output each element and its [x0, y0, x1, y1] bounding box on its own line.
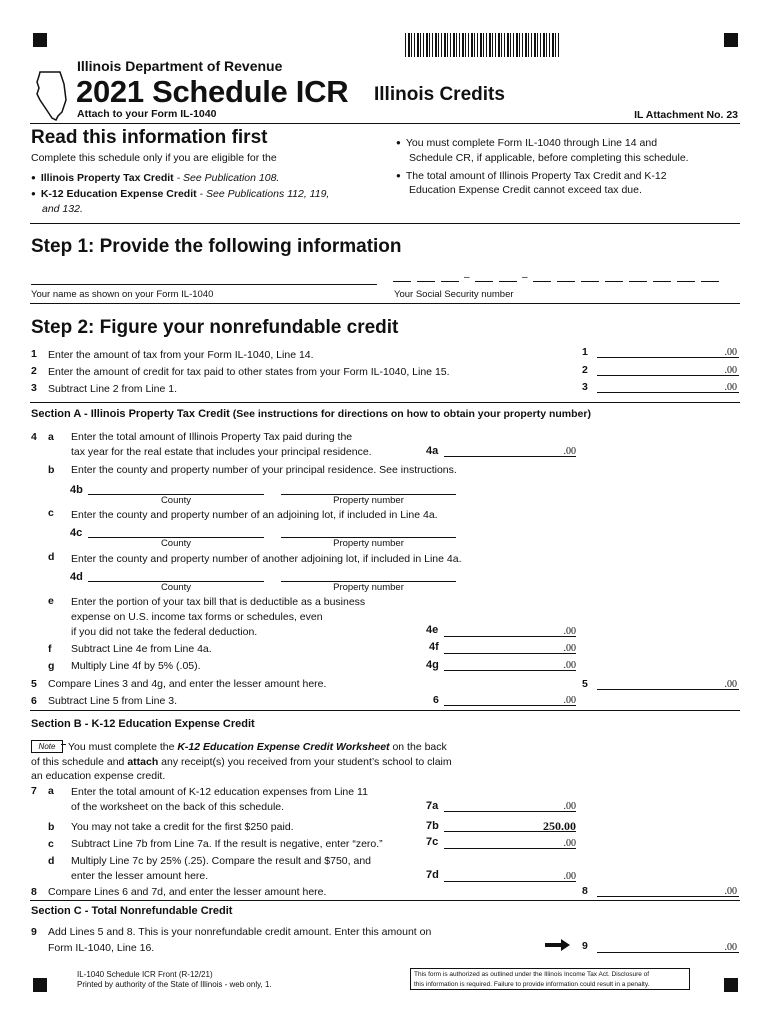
line-7c-text: Subtract Line 7b from Line 7a. If the result is negative, enter “zero.” — [71, 838, 383, 850]
line-9-amount: .00 — [724, 942, 737, 953]
registration-mark — [33, 33, 47, 47]
line-tag: 4d — [70, 571, 83, 583]
line-8-amount-field[interactable] — [597, 896, 739, 897]
line-letter: b — [48, 821, 55, 833]
section-b-note-line-3: an education expense credit. — [31, 770, 166, 782]
intro-heading: Read this information first — [31, 127, 268, 148]
line-7c-amount: .00 — [563, 838, 576, 849]
county-label: County — [160, 538, 192, 549]
line-tag: 4e — [426, 624, 439, 636]
line-number: 4 — [31, 431, 37, 443]
line-number: 8 — [582, 885, 588, 897]
line-tag: 7a — [426, 800, 439, 812]
line-number: 1 — [582, 346, 588, 358]
line-5-amount-field[interactable] — [597, 689, 739, 690]
property-number-label: Property number — [333, 582, 404, 593]
line-9-amount-field[interactable] — [597, 952, 739, 953]
line-number: 7 — [31, 785, 37, 797]
line-4e-text: Enter the portion of your tax bill that is deductible as a business — [71, 596, 366, 608]
line-2-text: Enter the amount of credit for tax paid to other states from your Form IL-1040, Line 15. — [48, 366, 450, 378]
line-9-text-cont: Form IL-1040, Line 16. — [48, 942, 155, 954]
intro-right-bullet-1: ● You must complete Form IL-1040 through Line 14 and — [396, 137, 657, 149]
name-field-label: Your name as shown on your Form IL-1040 — [31, 289, 214, 300]
attach-note: Attach to your Form IL-1040 — [77, 108, 217, 120]
line-number: 2 — [31, 365, 37, 377]
line-7d-text-cont: enter the lesser amount here. — [71, 870, 209, 882]
intro-right-bullet-1-cont: Schedule CR, if applicable, before completing this schedule. — [409, 152, 689, 164]
line-letter: d — [48, 855, 55, 867]
line-tag: 7d — [426, 869, 439, 881]
line-4a-text: Enter the total amount of Illinois Property Tax paid during the — [71, 431, 353, 443]
line-tag: 7c — [426, 836, 439, 848]
intro-bullet-k12-cont: and 132. — [42, 203, 83, 215]
line-number: 3 — [31, 382, 37, 394]
line-letter: a — [48, 431, 54, 443]
line-1-text: Enter the amount of tax from your Form IL-1040, Line 14. — [48, 349, 314, 361]
line-2-amount: .00 — [724, 365, 737, 376]
line-3-amount: .00 — [724, 382, 737, 393]
line-number: 6 — [433, 694, 439, 706]
line-4g-amount: .00 — [563, 660, 576, 671]
line-6-amount: .00 — [563, 695, 576, 706]
line-letter: a — [48, 785, 54, 797]
arrow-right-icon — [545, 938, 571, 952]
line-1-amount-field[interactable] — [597, 357, 739, 358]
section-b-note-line-2: of this schedule and attach any receipt(s) you received from your student’s school to claim — [31, 756, 452, 768]
divider — [30, 223, 740, 224]
line-8-amount: .00 — [724, 886, 737, 897]
registration-mark — [724, 978, 738, 992]
line-tag: 4a — [426, 445, 439, 457]
line-number: 6 — [31, 695, 37, 707]
intro-right-bullet-2: ● The total amount of Illinois Property Tax Credit and K-12 — [396, 170, 667, 182]
line-2-amount-field[interactable] — [597, 375, 739, 376]
county-label: County — [160, 582, 192, 593]
footer-printed-by: Printed by authority of the State of Illinois - web only, 1. — [77, 980, 272, 989]
line-7a-text-cont: of the worksheet on the back of this schedule. — [71, 801, 285, 813]
divider — [30, 123, 740, 124]
barcode — [405, 33, 561, 57]
intro-right-bullet-2-cont: Education Expense Credit cannot exceed tax due. — [409, 184, 642, 196]
line-7b-amount: 250.00 — [543, 819, 576, 833]
line-tag: 4c — [70, 527, 83, 539]
section-b-note-line-1: You must complete the K-12 Education Expense Credit Worksheet on the back — [68, 741, 447, 753]
line-number: 9 — [31, 926, 37, 938]
line-letter: b — [48, 464, 55, 476]
attachment-number: IL Attachment No. 23 — [634, 109, 738, 121]
line-letter: d — [48, 551, 55, 563]
county-label: County — [160, 495, 192, 506]
form-title: 2021 Schedule ICR — [76, 74, 349, 109]
step1-heading: Step 1: Provide the following information — [31, 236, 402, 257]
line-4a-amount: .00 — [563, 446, 576, 457]
line-4e-text-cont: if you did not take the federal deduction. — [71, 626, 258, 638]
registration-mark — [33, 978, 47, 992]
line-tag: 4b — [70, 484, 83, 496]
line-number: 2 — [582, 364, 588, 376]
line-4e-text-cont: expense on U.S. income tax forms or schedules, even — [71, 611, 323, 623]
line-7d-amount: .00 — [563, 871, 576, 882]
line-7a-text: Enter the total amount of K-12 education expenses from Line 11 — [71, 786, 368, 798]
illinois-state-outline-icon — [34, 70, 70, 122]
name-field[interactable] — [31, 284, 377, 285]
note-icon: Note — [31, 740, 63, 753]
line-tag: 7b — [426, 820, 439, 832]
line-4f-amount: .00 — [563, 643, 576, 654]
section-c-heading: Section C - Total Nonrefundable Credit — [31, 905, 233, 917]
line-letter: c — [48, 838, 54, 850]
line-1-amount: .00 — [724, 347, 737, 358]
intro-bullet-property: ● Illinois Property Tax Credit - See Publication 108. — [31, 172, 279, 184]
property-number-label: Property number — [333, 538, 404, 549]
line-7a-amount: .00 — [563, 801, 576, 812]
line-4b-text: Enter the county and property number of your principal residence. See instructions. — [71, 464, 457, 476]
footer-form-id: IL-1040 Schedule ICR Front (R-12/21) — [77, 970, 213, 979]
line-7d-text: Multiply Line 7c by 25% (.25). Compare the result and $750, and — [71, 855, 372, 867]
department-name: Illinois Department of Revenue — [77, 58, 283, 74]
divider — [30, 402, 740, 403]
section-a-heading: Section A - Illinois Property Tax Credit (See instructions for directions on how to obtain your property number) — [31, 408, 591, 420]
line-tag: 4g — [426, 659, 439, 671]
divider — [30, 900, 740, 901]
intro-bullet-k12: ● K-12 Education Expense Credit - See Publications 112, 119, — [31, 188, 329, 200]
footer-disclosure-line-2: this information is required. Failure to provide information could result in a penalty. — [414, 981, 650, 988]
line-number: 8 — [31, 886, 37, 898]
line-number: 9 — [582, 940, 588, 952]
line-4e-amount: .00 — [563, 626, 576, 637]
form-subtitle: Illinois Credits — [374, 84, 505, 105]
property-number-label: Property number — [333, 495, 404, 506]
line-number: 5 — [582, 678, 588, 690]
divider — [30, 303, 740, 304]
line-8-text: Compare Lines 6 and 7d, and enter the lesser amount here. — [48, 886, 327, 898]
line-letter: c — [48, 507, 54, 519]
line-3-text: Subtract Line 2 from Line 1. — [48, 383, 177, 395]
ssn-field[interactable]: – – — [393, 280, 733, 286]
line-4a-text-cont: tax year for the real estate that includes your principal residence. — [71, 446, 372, 458]
section-b-heading: Section B - K-12 Education Expense Credit — [31, 718, 255, 730]
line-letter: g — [48, 660, 55, 672]
divider — [30, 710, 740, 711]
line-letter: e — [48, 595, 54, 607]
registration-mark — [724, 33, 738, 47]
line-4d-text: Enter the county and property number of another adjoining lot, if included in Line 4a. — [71, 553, 462, 565]
note-arrow-icon — [61, 744, 66, 745]
line-3-amount-field[interactable] — [597, 392, 739, 393]
line-4c-text: Enter the county and property number of an adjoining lot, if included in Line 4a. — [71, 509, 438, 521]
step2-heading: Step 2: Figure your nonrefundable credit — [31, 317, 399, 338]
line-5-text: Compare Lines 3 and 4g, and enter the lesser amount here. — [48, 678, 327, 690]
line-6-text: Subtract Line 5 from Line 3. — [48, 695, 177, 707]
line-number: 5 — [31, 678, 37, 690]
line-4f-text: Subtract Line 4e from Line 4a. — [71, 643, 212, 655]
line-5-amount: .00 — [724, 679, 737, 690]
footer-disclosure-box — [410, 968, 690, 990]
line-letter: f — [48, 643, 52, 655]
intro-text: Complete this schedule only if you are eligible for the — [31, 152, 277, 164]
line-number: 3 — [582, 381, 588, 393]
line-7b-text: You may not take a credit for the first $250 paid. — [71, 821, 294, 833]
footer-disclosure-line-1: This form is authorized as outlined under the Illinois Income Tax Act. Disclosure of — [414, 971, 650, 978]
line-number: 1 — [31, 348, 37, 360]
line-tag: 4f — [429, 641, 439, 653]
line-4g-text: Multiply Line 4f by 5% (.05). — [71, 660, 201, 672]
ssn-field-label: Your Social Security number — [394, 289, 514, 300]
line-9-text: Add Lines 5 and 8. This is your nonrefundable credit amount. Enter this amount on — [48, 926, 432, 938]
